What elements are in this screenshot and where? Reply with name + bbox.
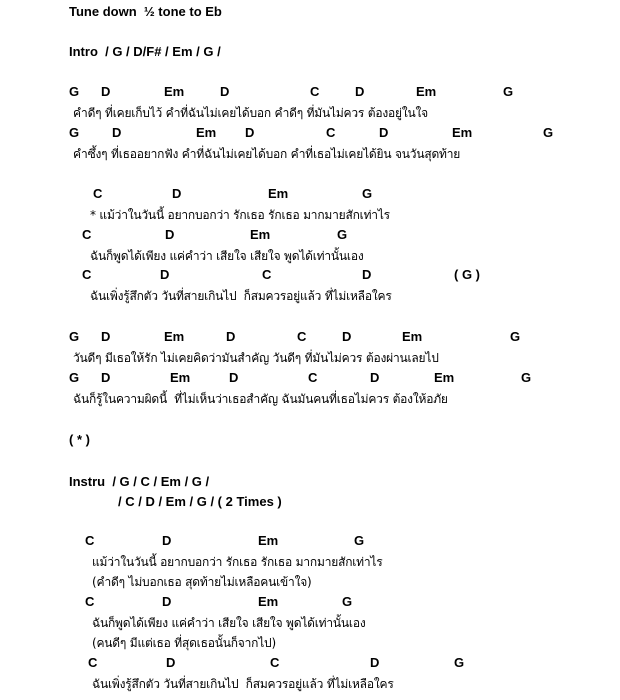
chord-label: D (342, 329, 352, 344)
chord-label: G (69, 329, 80, 344)
chord-label: D (370, 655, 380, 670)
chord-label: Em (196, 125, 217, 140)
chord-label: D (379, 125, 389, 140)
repeat-chorus-marker: ( * ) (69, 432, 90, 447)
lyric-line: ฉันเพิ่งรู้สึกตัว วันที่สายเกินไป ก็สมควรอยู่แล้ว ที่ไม่เหลือใคร (92, 677, 394, 691)
chord-label: Em (250, 227, 271, 242)
chord-label: D (162, 594, 172, 609)
chord-label: Em (416, 84, 437, 99)
chord-label: G (454, 655, 465, 670)
lyric-line: ฉันก็พูดได้เพียง แค่คำว่า เสียใจ เสียใจ พูดได้เท่านั้นเอง (92, 616, 366, 630)
lyric-line: คำดีๆ ที่เคยเก็บไว้ คำที่ฉันไม่เคยได้บอก คำดีๆ ที่มันไม่ควร ต้องอยู่ในใจ (73, 106, 429, 120)
chord-label: C (82, 227, 92, 242)
chord-label: C (82, 267, 92, 282)
chord-label: C (85, 533, 95, 548)
chord-label: C (308, 370, 318, 385)
chord-label: D (172, 186, 182, 201)
chord-label: D (245, 125, 255, 140)
chord-label: C (310, 84, 320, 99)
chord-label: D (355, 84, 365, 99)
chord-label: D (165, 227, 175, 242)
lyric-line: * แม้ว่าในวันนี้ อยากบอกว่า รักเธอ รักเธอ มากมายสักเท่าไร (90, 208, 390, 222)
instru-line-2: / C / D / Em / G / ( 2 Times ) (118, 494, 282, 509)
chord-label: G (69, 125, 80, 140)
tuning-note: Tune down ½ tone to Eb (69, 4, 222, 19)
instru-line-1: Instru / G / C / Em / G / (69, 474, 210, 489)
chord-label: D (101, 370, 111, 385)
chord-label: Em (170, 370, 191, 385)
chord-label: G (521, 370, 532, 385)
lyric-line: แม้ว่าในวันนี้ อยากบอกว่า รักเธอ รักเธอ มากมายสักเท่าไร (92, 555, 383, 569)
chord-label: D (229, 370, 239, 385)
chord-label: G (503, 84, 514, 99)
intro-chords: Intro / G / D/F# / Em / G / (69, 44, 221, 59)
chord-label: G (337, 227, 348, 242)
lyric-line: ฉันเพิ่งรู้สึกตัว วันที่สายเกินไป ก็สมควรอยู่แล้ว ที่ไม่เหลือใคร (90, 289, 392, 303)
chord-label: D (112, 125, 122, 140)
chord-label: G (510, 329, 521, 344)
lyric-line: ฉันก็พูดได้เพียง แค่คำว่า เสียใจ เสียใจ พูดได้เท่านั้นเอง (90, 249, 364, 263)
chord-label: Em (434, 370, 455, 385)
chord-label: G (543, 125, 554, 140)
chord-label: C (93, 186, 103, 201)
chord-label: D (162, 533, 172, 548)
chord-label: C (270, 655, 280, 670)
chord-label: C (85, 594, 95, 609)
chord-label: D (160, 267, 170, 282)
chord-label: D (101, 329, 111, 344)
chord-label: D (166, 655, 176, 670)
chord-label: G (362, 186, 373, 201)
chord-label: G (69, 370, 80, 385)
chord-label: Em (268, 186, 289, 201)
chord-label: C (262, 267, 272, 282)
chord-label: Em (258, 533, 279, 548)
chord-label: D (226, 329, 236, 344)
chord-label: G (354, 533, 365, 548)
chord-label: C (297, 329, 307, 344)
chord-label: Em (164, 84, 185, 99)
chord-label: D (370, 370, 380, 385)
chord-label: C (326, 125, 336, 140)
lyric-line: วันดีๆ มีเธอให้รัก ไม่เคยคิดว่ามันสำคัญ วันดีๆ ที่มันไม่ควร ต้องผ่านเลยไป (73, 351, 439, 365)
chord-label: ( G ) (454, 267, 480, 282)
chord-label: G (69, 84, 80, 99)
lyric-line: ฉันก็รู้ในความผิดนี้ ที่ไม่เห็นว่าเธอสำคัญ ฉันมันคนที่เธอไม่ควร ต้องให้อภัย (73, 392, 448, 406)
chord-label: C (88, 655, 98, 670)
chord-label: Em (452, 125, 473, 140)
lyric-line: (คนดีๆ มีแต่เธอ ที่สุดเธอนั้นก็จากไป) (92, 636, 276, 650)
chord-label: G (342, 594, 353, 609)
chord-label: Em (402, 329, 423, 344)
lyric-line: คำซึ้งๆ ที่เธออยากฟัง คำที่ฉันไม่เคยได้บอก คำที่เธอไม่เคยได้ยิน จนวันสุดท้าย (73, 147, 461, 161)
chord-label: D (101, 84, 111, 99)
lyric-line: (คำดีๆ ไม่บอกเธอ สุดท้ายไม่เหลือคนเข้าใจ) (92, 575, 312, 589)
chord-label: D (220, 84, 230, 99)
chord-label: D (362, 267, 372, 282)
chord-label: Em (164, 329, 185, 344)
chord-label: Em (258, 594, 279, 609)
